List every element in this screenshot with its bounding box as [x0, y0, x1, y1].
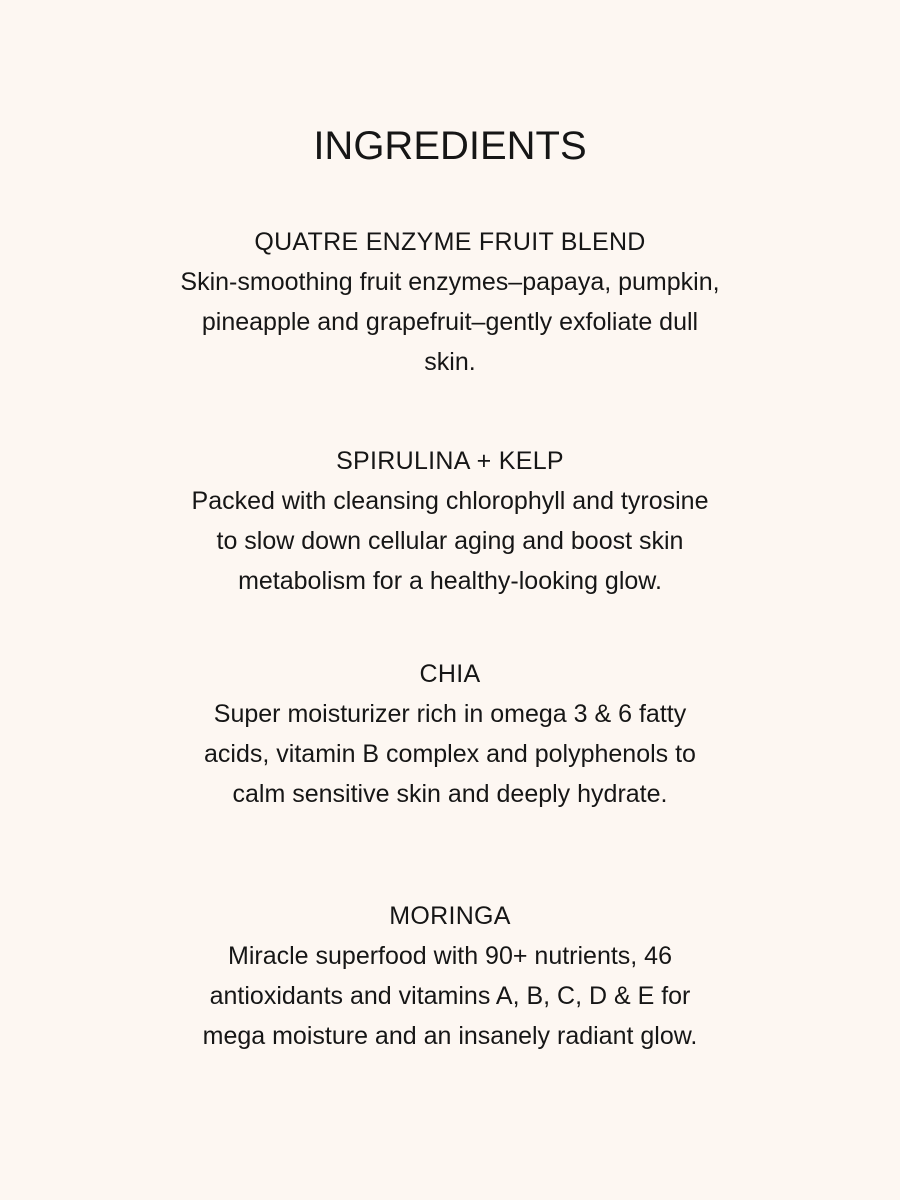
ingredient-description-line: Skin-smoothing fruit enzymes–papaya, pumpkin,	[180, 268, 720, 296]
ingredient-description-line: skin.	[424, 348, 476, 376]
page-title: INGREDIENTS	[313, 124, 587, 168]
ingredient-quatre-enzyme	[0, 222, 900, 382]
ingredient-name: SPIRULINA + KELP	[336, 447, 564, 475]
ingredient-description-line: antioxidants and vitamins A, B, C, D & E for	[209, 982, 691, 1010]
ingredient-chia	[0, 654, 900, 814]
ingredient-name: QUATRE ENZYME FRUIT BLEND	[254, 228, 646, 256]
ingredient-description-line: metabolism for a healthy-looking glow.	[238, 567, 662, 595]
ingredient-description-line: calm sensitive skin and deeply hydrate.	[232, 780, 668, 808]
ingredient-description-line: pineapple and grapefruit–gently exfoliate dull	[201, 308, 699, 336]
ingredient-moringa	[0, 896, 900, 1056]
ingredient-name: MORINGA	[389, 902, 511, 930]
ingredient-description-line: Super moisturizer rich in omega 3 & 6 fatty	[213, 700, 687, 728]
ingredient-name: CHIA	[419, 660, 481, 688]
ingredient-description-line: Miracle superfood with 90+ nutrients, 46	[228, 942, 672, 970]
ingredient-description-line: to slow down cellular aging and boost skin	[216, 527, 684, 555]
ingredient-description-line: Packed with cleansing chlorophyll and tyrosine	[191, 487, 709, 515]
ingredient-spirulina-kelp	[0, 441, 900, 601]
ingredient-description-line: mega moisture and an insanely radiant glow.	[202, 1022, 698, 1050]
ingredient-description-line: acids, vitamin B complex and polyphenols to	[204, 740, 696, 768]
